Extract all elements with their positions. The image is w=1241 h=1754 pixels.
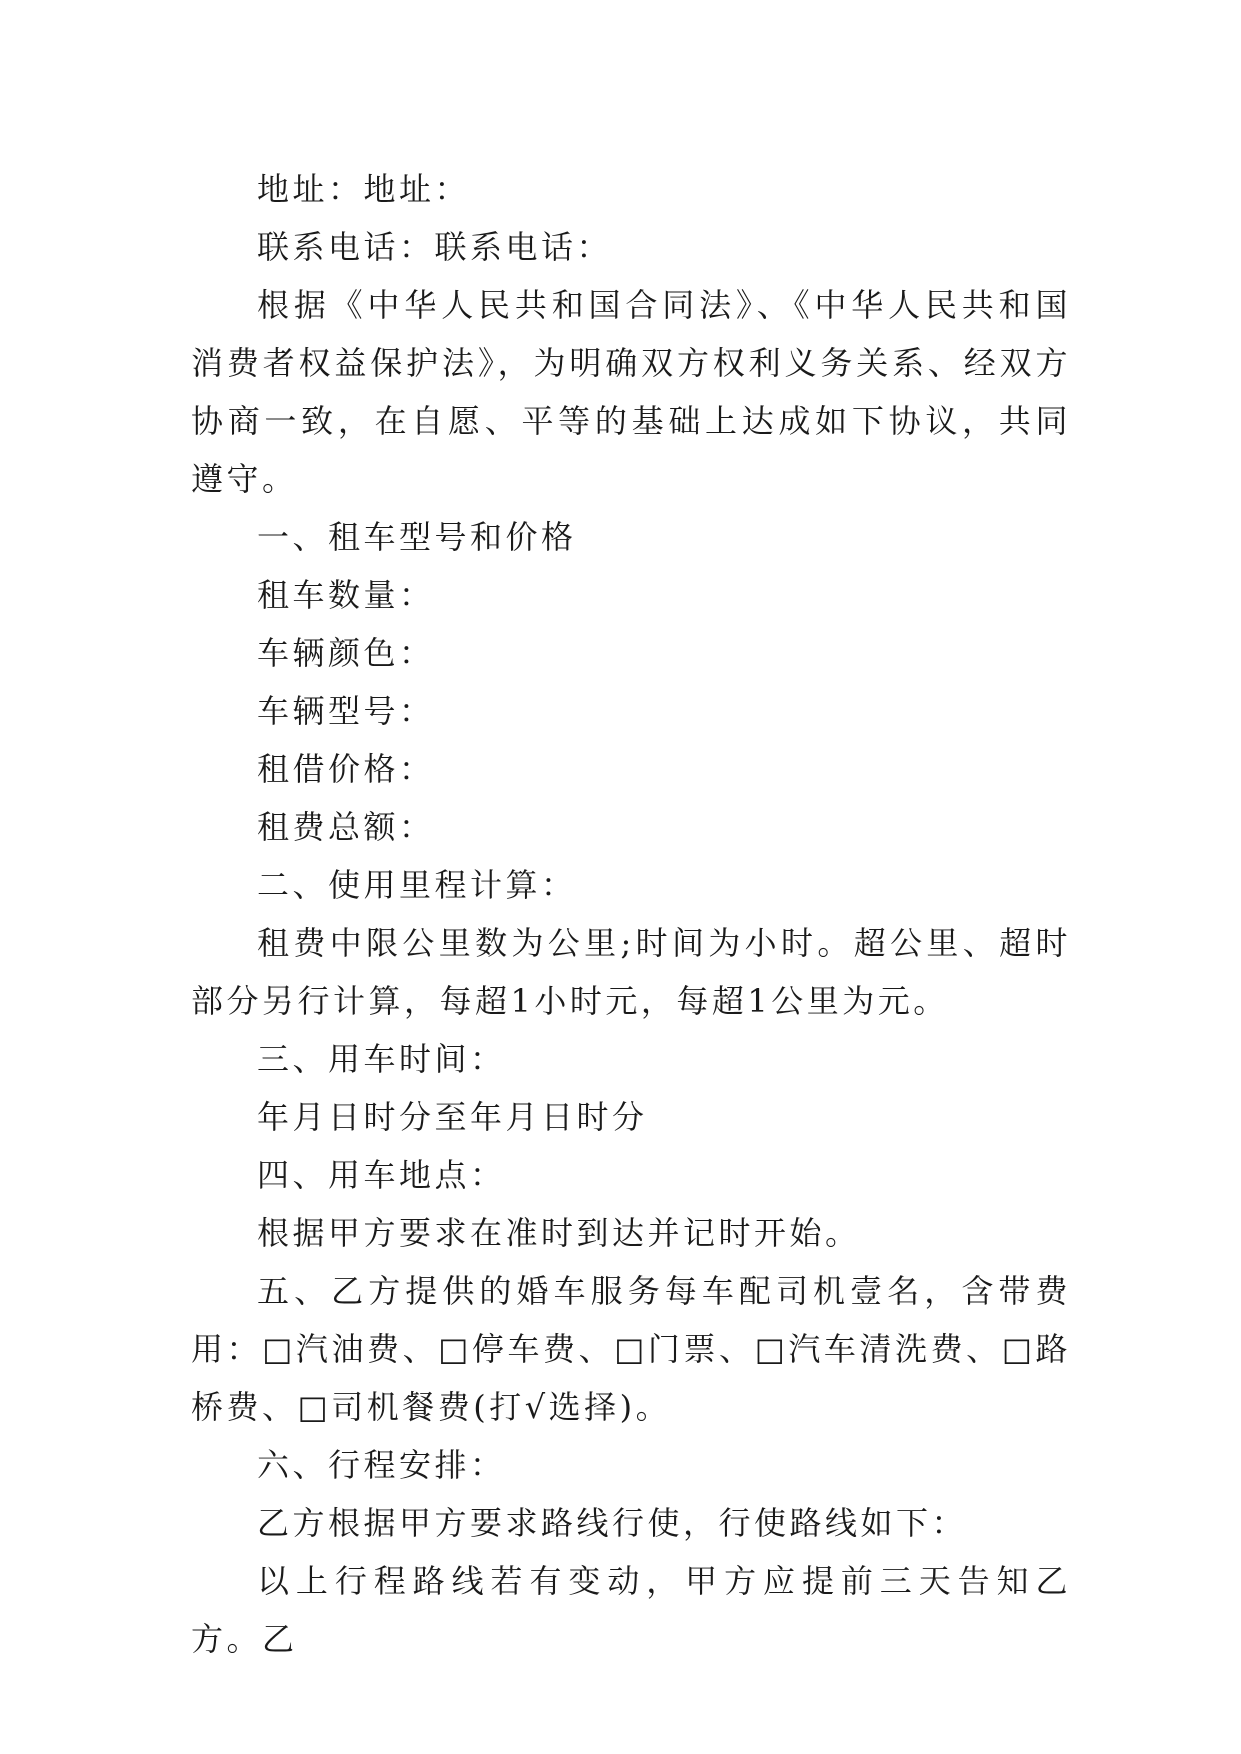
- vehicle-model-line: 车辆型号：: [257, 692, 435, 730]
- preamble-paragraph: 根据《中华人民共和国合同法》、《中华人民共和国消费者权益保护法》，为明确双方权利义务关系、经双方协商一致，在自愿、平等的基础上达成如下协议，共同遵守。: [191, 286, 1071, 498]
- document-body: [191, 160, 1071, 1668]
- section-heading-3: 三、用车时间：: [257, 1040, 506, 1078]
- section-heading-2: 二、使用里程计算：: [257, 866, 577, 904]
- phone-line: 联系电话：联系电话：: [257, 228, 613, 266]
- address-line: 地址：地址：: [257, 170, 471, 208]
- usage-time-line: 年月日时分至年月日时分: [257, 1098, 648, 1136]
- rental-total-line: 租费总额：: [257, 808, 435, 846]
- route-line: 乙方根据甲方要求路线行使，行使路线如下：: [257, 1504, 968, 1542]
- rental-price-line: 租借价格：: [257, 750, 435, 788]
- vehicle-color-line: 车辆颜色：: [257, 634, 435, 672]
- section-heading-1: 一、租车型号和价格: [257, 518, 577, 556]
- route-change-line: 以上行程路线若有变动，甲方应提前三天告知乙方。乙: [191, 1562, 1071, 1658]
- mileage-paragraph: 租费中限公里数为公里;时间为小时。超公里、超时部分另行计算，每超1小时元，每超1公里为元。: [191, 924, 1071, 1020]
- section-heading-6: 六、行程安排：: [257, 1446, 506, 1484]
- usage-location-line: 根据甲方要求在准时到达并记时开始。: [257, 1214, 861, 1252]
- section-5-paragraph: 五、乙方提供的婚车服务每车配司机壹名，含带费用：□汽油费、□停车费、□门票、□汽车清洗费、□路桥费、□司机餐费(打√选择)。: [191, 1272, 1071, 1426]
- rental-quantity-line: 租车数量：: [257, 576, 435, 614]
- section-heading-4: 四、用车地点：: [257, 1156, 506, 1194]
